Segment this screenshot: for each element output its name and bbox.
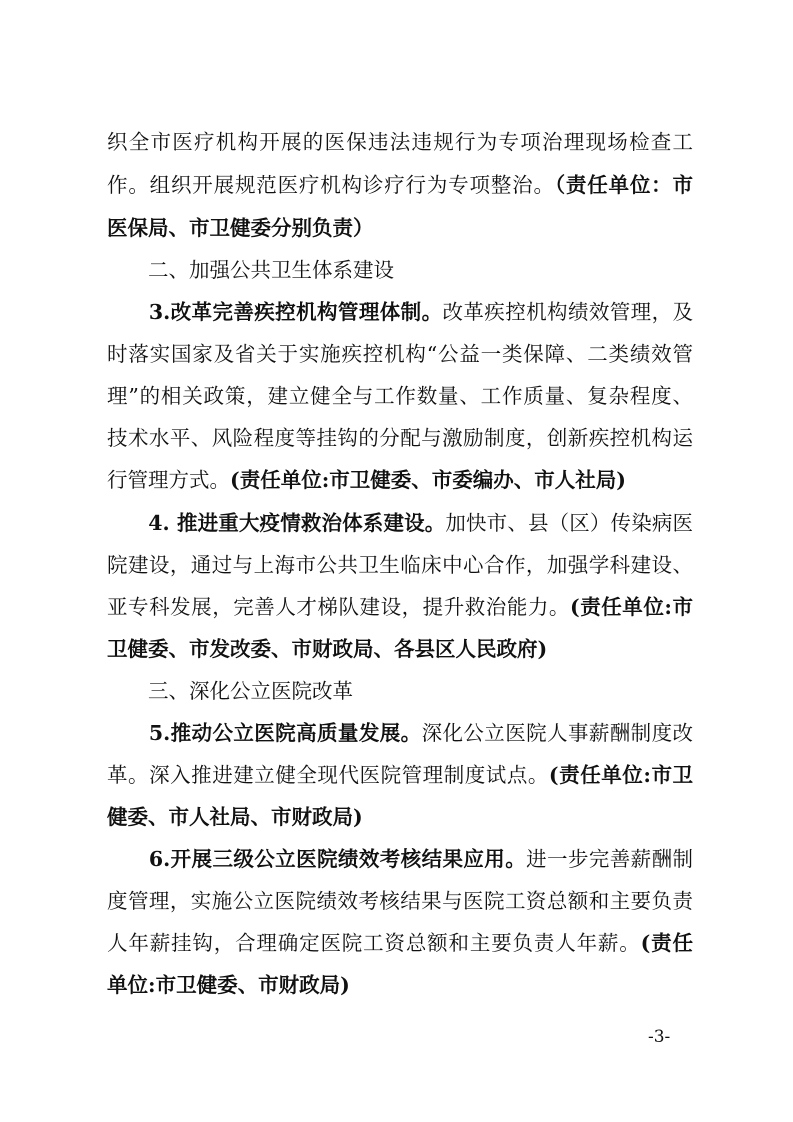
- line-text: 加快市、县（区）传染病医: [445, 511, 694, 535]
- responsible-unit-text: (责任: [640, 931, 693, 955]
- line-text: 深化公立医院人事薪酬制度改: [421, 721, 694, 745]
- text-line: [107, 761, 693, 789]
- responsible-unit-text: （责任单位：市: [554, 173, 694, 197]
- line-text: 理”的相关政策，建立健全与工作数量、工作质量、复杂程度、: [107, 384, 693, 408]
- responsible-unit-text: 单位:市卫健委、市财政局): [107, 973, 350, 997]
- item-heading-text: 5.推动公立医院高质量发展。: [107, 721, 422, 745]
- text-line: [107, 466, 626, 494]
- responsible-unit-text: (责任单位:市: [569, 595, 693, 619]
- line-text: 度管理，实施公立医院绩效考核结果与医院工资总额和主要负责: [107, 889, 693, 913]
- text-line: [107, 551, 693, 579]
- text-line: [107, 929, 693, 957]
- section-heading-text: 三、深化公立医院改革: [107, 679, 353, 703]
- line-text: 时落实国家及省关于实施疾控机构“公益一类保障、二类绩效管: [107, 342, 693, 366]
- item-heading-text: 3.改革完善疾控机构管理体制。: [107, 300, 443, 324]
- text-line: [107, 719, 693, 747]
- text-line: [107, 171, 693, 199]
- responsible-unit-text: 医保局、市卫健委分别负责）: [107, 216, 374, 240]
- line-text: 革。深入推进建立健全现代医院管理制度试点。: [107, 763, 549, 787]
- responsible-unit-text: (责任单位:市卫健委、市委编办、市人社局): [230, 468, 626, 492]
- line-text: 改革疾控机构绩效管理，及: [442, 300, 694, 324]
- text-line: [107, 128, 693, 156]
- line-text: 作。组织开展规范医疗机构诊疗行为专项整治。: [107, 173, 555, 197]
- text-line: [107, 887, 693, 915]
- text-line: [107, 635, 547, 663]
- text-line: [107, 509, 693, 537]
- line-text: 行管理方式。: [107, 468, 230, 492]
- line-text: 技术水平、风险程度等挂钩的分配与激励制度，创新疾控机构运: [107, 426, 693, 450]
- line-text: 织全市医疗机构开展的医保违法违规行为专项治理现场检查工: [107, 130, 693, 154]
- text-line: [107, 214, 374, 242]
- text-line: [107, 593, 693, 621]
- text-line: [107, 971, 350, 999]
- text-line: [107, 803, 363, 831]
- responsible-unit-text: 健委、市人社局、市财政局): [107, 805, 363, 829]
- text-line: [107, 340, 693, 368]
- section-heading-text: 二、加强公共卫生体系建设: [107, 258, 394, 282]
- text-line: [107, 845, 693, 873]
- line-text: 人年薪挂钩，合理确定医院工资总额和主要负责人年薪。: [107, 931, 641, 955]
- line-text: 院建设，通过与上海市公共卫生临床中心合作，加强学科建设、: [107, 553, 693, 577]
- responsible-unit-text: (责任单位:市卫: [548, 763, 693, 787]
- responsible-unit-text: 卫健委、市发改委、市财政局、各县区人民政府): [107, 637, 548, 661]
- text-line: [107, 382, 693, 410]
- item-heading-text: 6.开展三级公立医院绩效考核结果应用。: [107, 847, 527, 871]
- section-heading: [107, 677, 353, 705]
- text-line: [107, 298, 693, 326]
- page-number: -3-: [648, 1027, 671, 1047]
- text-line: [107, 424, 693, 452]
- line-text: 亚专科发展，完善人才梯队建设，提升救治能力。: [107, 595, 570, 619]
- line-text: 进一步完善薪酬制: [526, 847, 694, 871]
- section-heading: [107, 256, 394, 284]
- item-heading-text: 4. 推进重大疫情救治体系建设。: [107, 511, 446, 535]
